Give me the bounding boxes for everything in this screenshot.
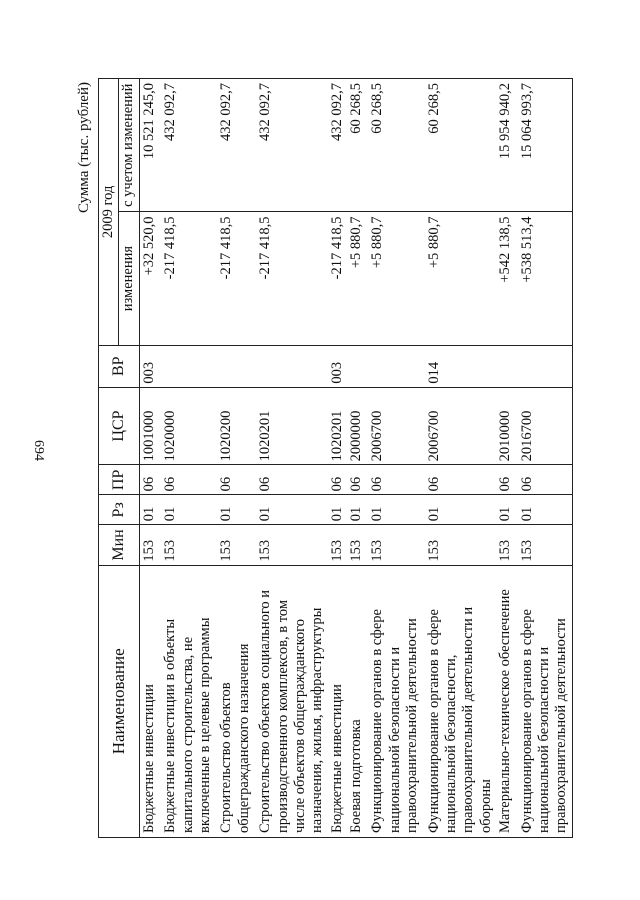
row-rz: 01 xyxy=(254,495,328,525)
row-name: Боевая подготовка xyxy=(347,565,366,837)
row-pr: 06 xyxy=(496,465,515,495)
table-header xyxy=(99,79,140,838)
row-name: Бюджетные инвестиции в объекты капитального строительства, не включенные в целевые программы xyxy=(159,565,215,837)
row-min: 153 xyxy=(254,525,328,565)
row-name: Строительство объектов общегражданского назначения xyxy=(215,565,254,837)
row-vr: 003 xyxy=(328,345,347,387)
row-min: 153 xyxy=(215,525,254,565)
row-rz: 01 xyxy=(139,495,159,525)
row-min: 153 xyxy=(516,525,573,565)
table-row xyxy=(516,79,573,838)
row-change: -217 418,5 xyxy=(159,212,215,345)
row-csr: 2006700 xyxy=(423,387,497,465)
table-row xyxy=(139,79,159,838)
row-csr: 1020201 xyxy=(328,387,347,465)
row-change: +542 138,5 xyxy=(496,212,515,345)
row-vr: 003 xyxy=(139,345,159,387)
row-rz: 01 xyxy=(159,495,215,525)
table-row xyxy=(496,79,515,838)
row-total: 15 954 940,2 xyxy=(496,79,515,212)
row-change: -217 418,5 xyxy=(215,212,254,345)
row-min: 153 xyxy=(347,525,366,565)
header-name: Наименование xyxy=(99,565,140,837)
row-min: 153 xyxy=(496,525,515,565)
row-vr xyxy=(516,345,573,387)
row-csr: 2010000 xyxy=(496,387,515,465)
table-row xyxy=(423,79,497,838)
row-rz: 01 xyxy=(516,495,573,525)
row-total: 10 521 245,0 xyxy=(139,79,159,212)
row-rz: 01 xyxy=(328,495,347,525)
row-vr xyxy=(366,345,422,387)
row-rz: 01 xyxy=(347,495,366,525)
row-rz: 01 xyxy=(496,495,515,525)
row-change: +32 520,0 xyxy=(139,212,159,345)
row-change: +5 880,7 xyxy=(347,212,366,345)
row-min: 153 xyxy=(328,525,347,565)
row-total: 15 064 993,7 xyxy=(516,79,573,212)
row-total: 60 268,5 xyxy=(423,79,497,212)
row-min: 153 xyxy=(159,525,215,565)
row-change: -217 418,5 xyxy=(254,212,328,345)
row-csr: 2000000 xyxy=(347,387,366,465)
row-pr: 06 xyxy=(328,465,347,495)
header-vr: ВР xyxy=(99,345,140,387)
row-rz: 01 xyxy=(215,495,254,525)
row-name: Строительство объектов социального и производственного комплексов, в том числе объектов общегражданского назначения, жилья, инфраструктуры xyxy=(254,565,328,837)
row-pr: 06 xyxy=(366,465,422,495)
row-total: 432 092,7 xyxy=(328,79,347,212)
row-csr: 1020000 xyxy=(159,387,215,465)
row-name: Бюджетные инвестиции xyxy=(139,565,159,837)
table-row xyxy=(254,79,328,838)
row-change: +538 513,4 xyxy=(516,212,573,345)
row-pr: 06 xyxy=(423,465,497,495)
row-name: Материально-техническое обеспечение xyxy=(496,565,515,837)
row-csr: 2006700 xyxy=(366,387,422,465)
header-rz: Рз xyxy=(99,495,140,525)
row-pr: 06 xyxy=(139,465,159,495)
row-vr xyxy=(347,345,366,387)
row-total: 60 268,5 xyxy=(347,79,366,212)
row-change: -217 418,5 xyxy=(328,212,347,345)
row-pr: 06 xyxy=(347,465,366,495)
header-csr: ЦСР xyxy=(99,387,140,465)
row-pr: 06 xyxy=(215,465,254,495)
table-row xyxy=(159,79,215,838)
table-row xyxy=(215,79,254,838)
row-pr: 06 xyxy=(254,465,328,495)
row-total: 432 092,7 xyxy=(254,79,328,212)
units-caption: Сумма (тыс. рублей) xyxy=(76,82,92,214)
header-with-changes: с учетом изменений xyxy=(119,79,139,212)
header-year: 2009 год xyxy=(99,79,119,346)
row-min: 153 xyxy=(423,525,497,565)
row-name: Функционирование органов в сфере национальной безопасности и правоохранительной деятельности xyxy=(516,565,573,837)
row-vr: 014 xyxy=(423,345,497,387)
row-pr: 06 xyxy=(159,465,215,495)
row-change: +5 880,7 xyxy=(366,212,422,345)
table-row xyxy=(366,79,422,838)
table-body xyxy=(139,79,572,838)
row-vr xyxy=(254,345,328,387)
budget-table-page xyxy=(74,78,594,838)
table-row xyxy=(347,79,366,838)
row-csr: 1001000 xyxy=(139,387,159,465)
row-vr xyxy=(496,345,515,387)
table-row xyxy=(328,79,347,838)
row-rz: 01 xyxy=(423,495,497,525)
page-number: 694 xyxy=(31,440,46,461)
row-name: Функционирование органов в сфере национальной безопасности и правоохранительной деятельности xyxy=(366,565,422,837)
row-vr xyxy=(159,345,215,387)
row-csr: 2016700 xyxy=(516,387,573,465)
row-pr: 06 xyxy=(516,465,573,495)
row-total: 432 092,7 xyxy=(159,79,215,212)
row-csr: 1020200 xyxy=(215,387,254,465)
row-total: 60 268,5 xyxy=(366,79,422,212)
header-min: Мин xyxy=(99,525,140,565)
row-min: 153 xyxy=(139,525,159,565)
row-name: Функционирование органов в сфере национальной безопасности, правоохранительной деятельности и обороны xyxy=(423,565,497,837)
row-name: Бюджетные инвестиции xyxy=(328,565,347,837)
row-total: 432 092,7 xyxy=(215,79,254,212)
row-vr xyxy=(215,345,254,387)
header-changes: изменения xyxy=(119,212,139,345)
header-pr: ПР xyxy=(99,465,140,495)
row-change: +5 880,7 xyxy=(423,212,497,345)
row-csr: 1020201 xyxy=(254,387,328,465)
row-min: 153 xyxy=(366,525,422,565)
row-rz: 01 xyxy=(366,495,422,525)
budget-table xyxy=(98,78,573,838)
